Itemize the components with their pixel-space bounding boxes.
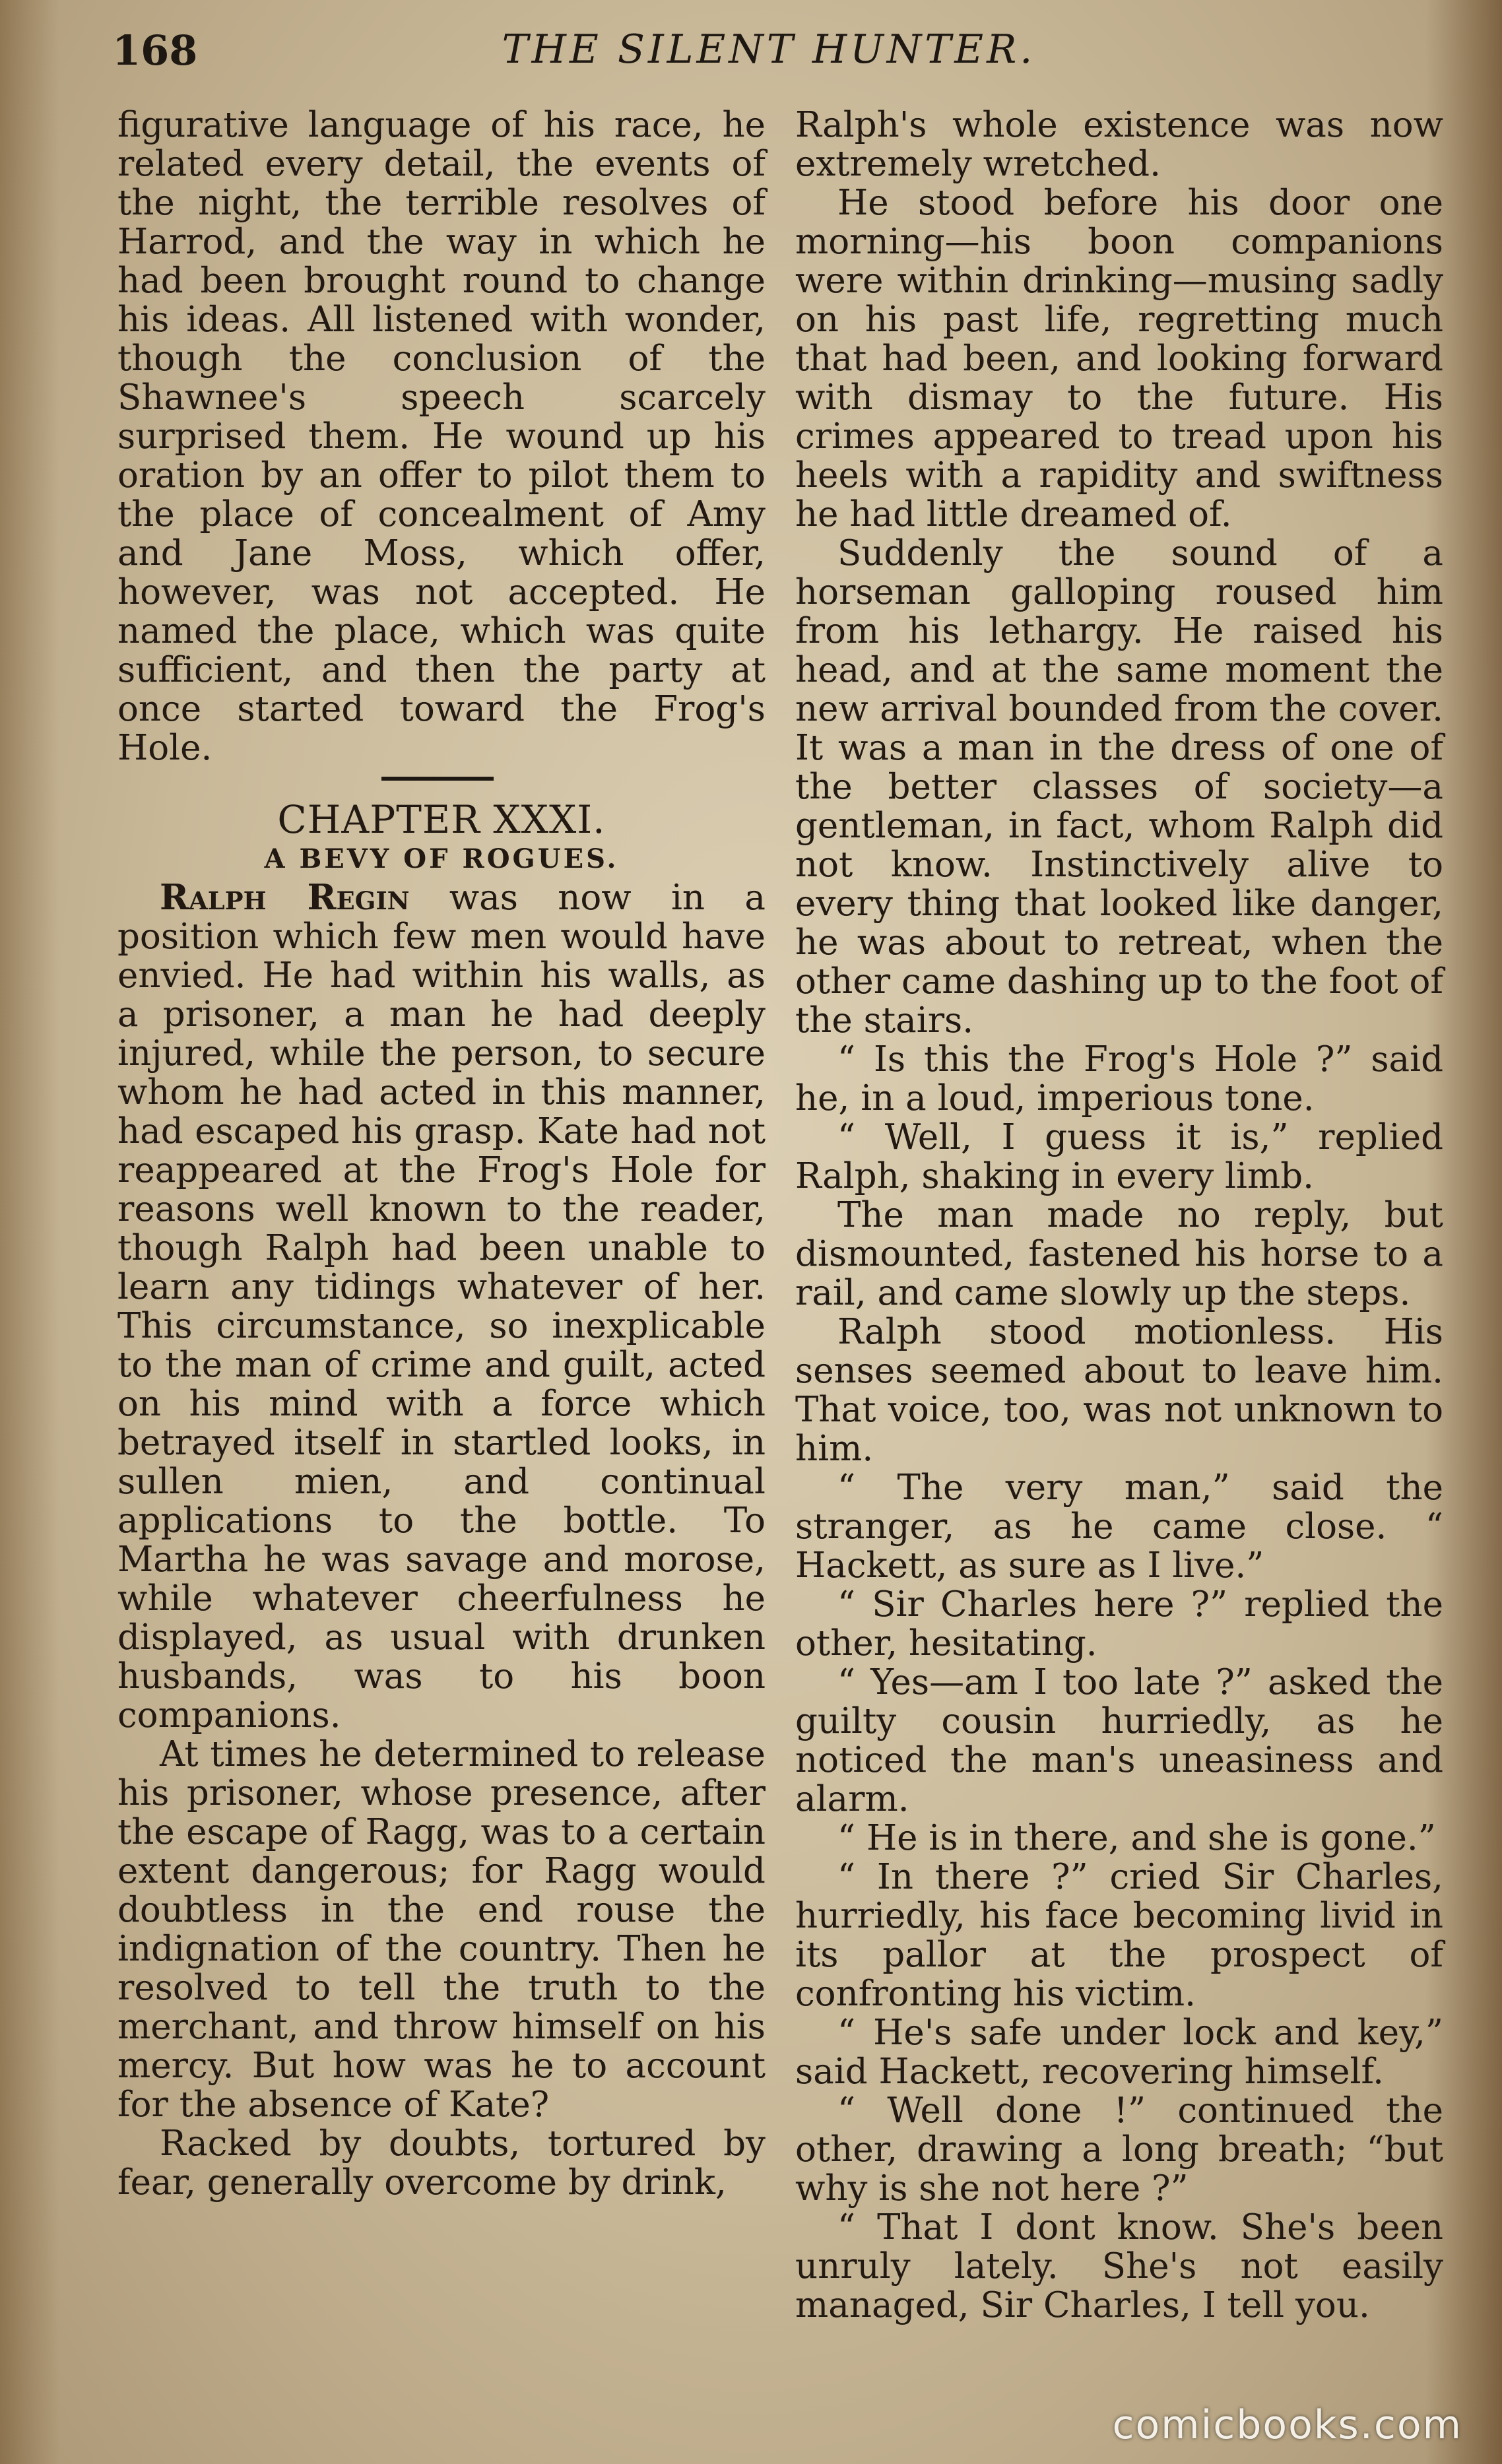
paragraph: “ Well done !” continued the other, drawing a long breath; “but why is she not here ?”: [795, 2091, 1443, 2209]
page-header: [112, 26, 1425, 86]
paragraph: Racked by doubts, tortured by fear, generally overcome by drink,: [117, 2124, 766, 2203]
paragraph: “ The very man,” said the stranger, as he came close. “ Hackett, as sure as I live.”: [795, 1468, 1443, 1586]
chapter-subtitle: A BEVY OF ROGUES.: [264, 843, 619, 874]
paragraph-text: was now in a position which few men would have envied. He had within his walls, as a prisoner, a man he had deeply injured, while the person, to secure whom he had acted in this manner, had escaped his grasp. Kate had not reappeared at the Frog's Hole for reasons well known to the reader, though Ralph had been unable to learn any tidings whatever of her. This circumstance, so inexplicable to the man of crime and guilt, acted on his mind with a force which betrayed itself in startled looks, in sullen mien, and continual applications to the bottle. To Martha he was savage and morose, while whatever cheerfulness he displayed, as usual with drunken husbands, was to his boon companions.: [117, 878, 766, 1735]
paragraph: At times he determined to release his prisoner, whose presence, after the escape of Ragg, was to a certain extent dangerous; for Ragg would doubtless in the end rouse the indignation of the country. Then he resolved to tell the truth to the merchant, and throw himself on his mercy. But how was he to account for the absence of Kate?: [117, 1734, 766, 2125]
paragraph: The man made no reply, but dismounted, fastened his horse to a rail, and came slowly up the steps.: [795, 1195, 1443, 1313]
paragraph: [117, 878, 766, 1735]
page-number: 168: [112, 26, 198, 75]
paragraph: “ Sir Charles here ?” replied the other, hesitating.: [795, 1584, 1443, 1664]
paragraph: Ralph's whole existence was now extremely wretched.: [795, 105, 1443, 184]
chapter-heading: CHAPTER XXXI.: [277, 797, 606, 842]
right-column: [795, 106, 1443, 2325]
chapter-lead-name: Ralph Regin: [160, 877, 410, 918]
paragraph: “ Yes—am I too late ?” asked the guilty cousin hurriedly, as he noticed the man's uneasiness and alarm.: [795, 1662, 1443, 1819]
section-rule: [381, 777, 494, 781]
paragraph: “ Well, I guess it is,” replied Ralph, shaking in every limb.: [795, 1117, 1443, 1196]
paragraph: Ralph stood motionless. His senses seemed about to leave him. That voice, too, was not unknown to him.: [795, 1312, 1443, 1469]
paragraph: “ Is this the Frog's Hole ?” said he, in a loud, imperious tone.: [795, 1039, 1443, 1119]
paragraph: “ That I dont know. She's been unruly lately. She's not easily managed, Sir Charles, I tell you.: [795, 2207, 1443, 2325]
paragraph: Suddenly the sound of a horseman galloping roused him from his lethargy. He raised his head, and at the same moment the new arrival bounded from the cover. It was a man in the dress of one of the better classes of society—a gentleman, in fact, whom Ralph did not know. Instinctively alive to every thing that looked like danger, he was about to retreat, when the other came dashing up to the foot of the stairs.: [795, 533, 1443, 1041]
watermark: comicbooks.com: [1112, 2402, 1462, 2448]
paragraph: “ In there ?” cried Sir Charles, hurriedly, his face becoming livid in its pallor at the prospect of confronting his victim.: [795, 1857, 1443, 2014]
paragraph: figurative language of his race, he related every detail, the events of the night, the terrible resolves of Harrod, and the way in which he had been brought round to change his ideas. All listened with wonder, though the conclusion of the Shawnee's speech scarcely surprised them. He wound up his oration by an offer to pilot them to the place of concealment of Amy and Jane Moss, which offer, however, was not accepted. He named the place, which was quite sufficient, and then the party at once started toward the Frog's Hole.: [117, 105, 766, 768]
left-column: [117, 106, 766, 2202]
running-title: THE SILENT HUNTER.: [502, 26, 1036, 73]
paragraph: He stood before his door one morning—his boon companions were within drinking—musing sadly on his past life, regretting much that had been, and looking forward with dismay to the future. His crimes appeared to tread upon his heels with a rapidity and swiftness he had little dreamed of.: [795, 183, 1443, 535]
paragraph: “ He's safe under lock and key,” said Hackett, recovering himself.: [795, 2013, 1443, 2092]
paragraph: “ He is in there, and she is gone.”: [837, 1818, 1436, 1858]
